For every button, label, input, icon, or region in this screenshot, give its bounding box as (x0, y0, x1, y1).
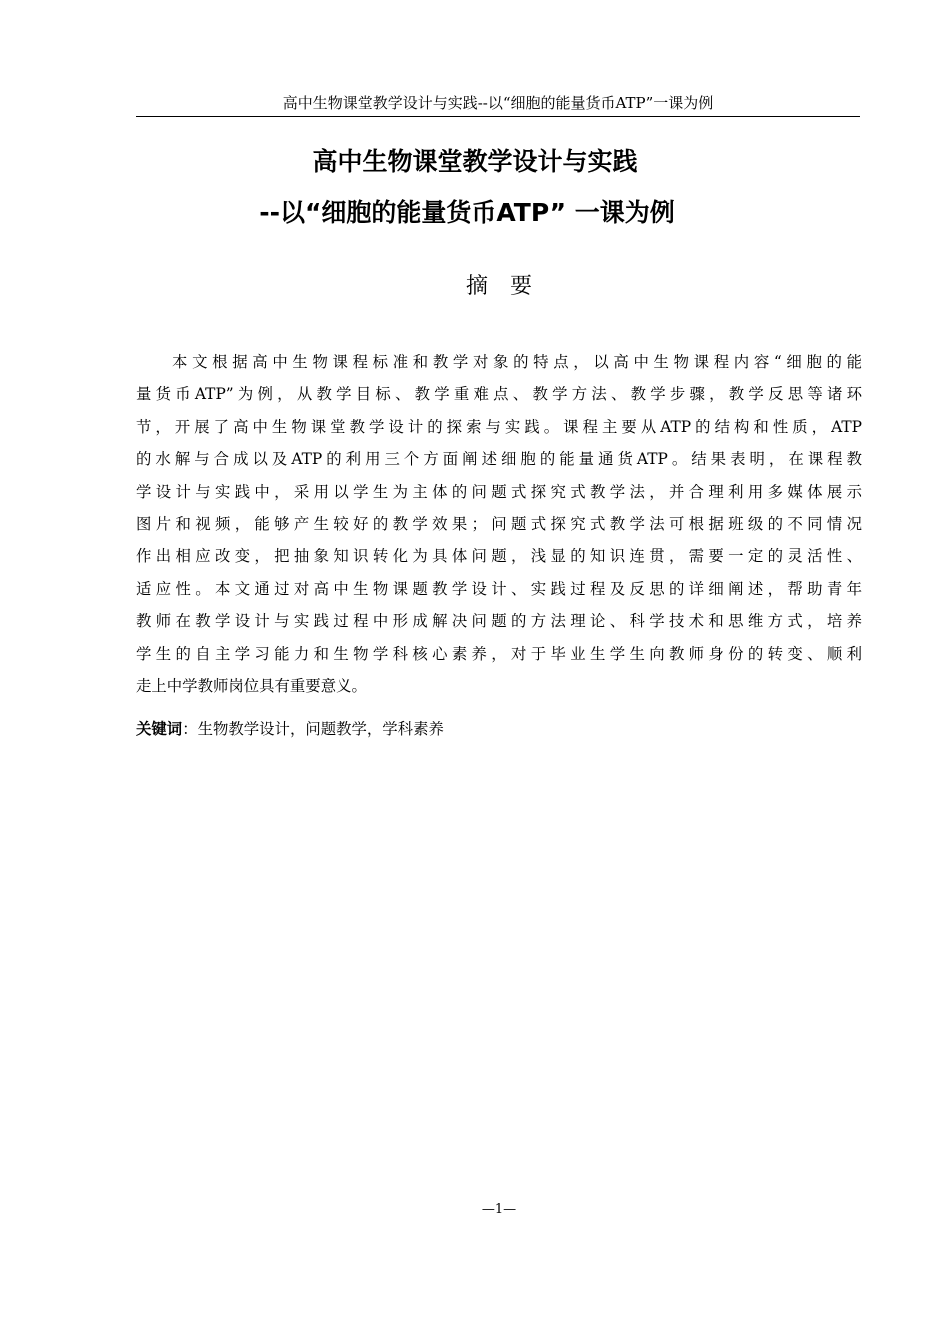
abstract-line: 图片和视频，能够产生较好的教学效果；问题式探究式教学法可根据班级的不同情况 (136, 514, 862, 533)
abstract-line: 节，开展了高中生物课堂教学设计的探索与实践。课程主要从ATP的结构和性质，ATP (136, 417, 862, 436)
page-number: —1— (481, 1202, 517, 1217)
abstract-line: 的水解与合成以及ATP的利用三个方面阐述细胞的能量通货ATP。结果表明，在课程教 (136, 450, 862, 469)
abstract-line: 适应性。本文通过对高中生物课题教学设计、实践过程及反思的详细阐述，帮助青年 (136, 579, 862, 598)
abstract-line: 走上中学教师岗位具有重要意义。 (136, 676, 367, 695)
abstract-line: 作出相应改变，把抽象知识转化为具体问题，浅显的知识连贯，需要一定的灵活性、 (136, 547, 862, 566)
abstract-line: 本文根据高中生物课程标准和教学对象的特点，以高中生物课程内容“细胞的能 (172, 353, 862, 371)
paper-title-line-1: 高中生物课堂教学设计与实践 (312, 147, 638, 176)
abstract-line: 量货币ATP”为例，从教学目标、教学重难点、教学方法、教学步骤，教学反思等诸环 (136, 385, 862, 404)
keywords-label: 关键词 (136, 720, 183, 738)
abstract-line: 教师在教学设计与实践过程中形成解决问题的方法理论、科学技术和思维方式，培养 (136, 612, 862, 631)
keywords-separator: ： (182, 720, 198, 738)
abstract-line: 学生的自主学习能力和生物学科核心素养，对于毕业生学生向教师身份的转变、顺利 (136, 644, 862, 663)
abstract-heading: 摘 要 (465, 274, 532, 299)
abstract-line: 学设计与实践中，采用以学生为主体的问题式探究式教学法，并合理利用多媒体展示 (136, 482, 862, 501)
paper-title-line-2: --以“细胞的能量货币ATP” 一课为例 (259, 198, 675, 227)
running-header: 高中生物课堂教学设计与实践--以“细胞的能量货币ATP”一课为例 (136, 92, 860, 117)
keywords (136, 713, 444, 745)
abstract-body (136, 346, 862, 702)
keywords-value: 生物教学设计，问题教学，学科素养 (197, 720, 444, 738)
